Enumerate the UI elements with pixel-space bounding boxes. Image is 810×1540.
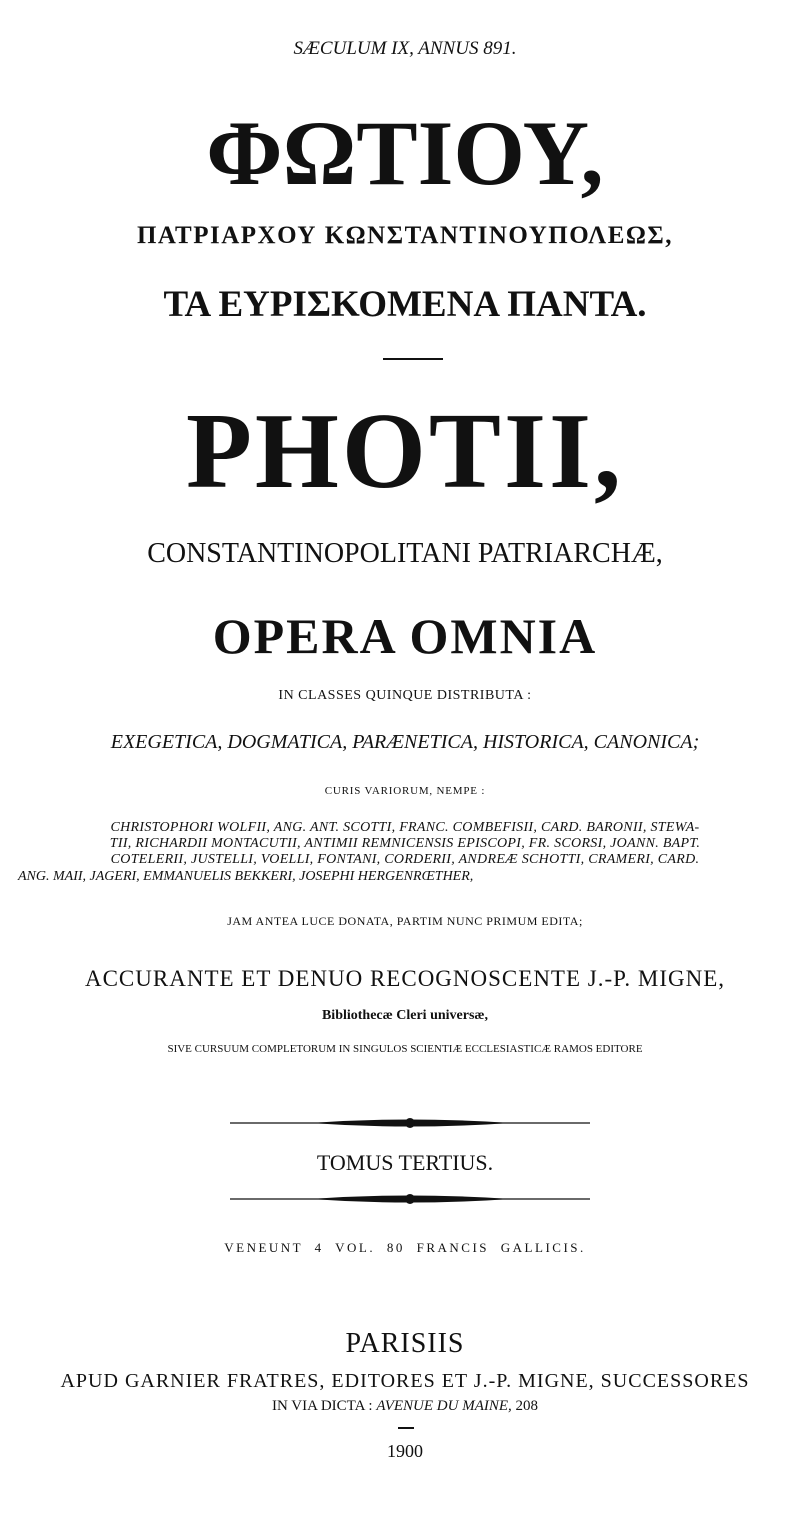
- city: PARISIIS: [345, 1328, 465, 1359]
- ornament-divider-top: [230, 1116, 590, 1130]
- greek-title: ΦΩΤΙΟΥ,: [206, 102, 604, 204]
- year-rule: [398, 1427, 414, 1429]
- divider-rule: [383, 358, 443, 360]
- greek-works: ΤΑ ΕΥΡΙΣΚΟΜΕΝΑ ΠΑΝΤΑ.: [163, 284, 647, 325]
- editors-line-2: TII, RICHARDII MONTACUTII, ANTIMII REMNICENSIS EPISCOPI, FR. SCORSI, JOANN. BAPT.: [109, 836, 701, 851]
- address-street: AVENUE DU MAINE,: [376, 1398, 512, 1414]
- publisher-line: APUD GARNIER FRATRES, EDITORES ET J.-P. MIGNE, SUCCESSORES: [60, 1370, 750, 1392]
- saeculum-line: SÆCULUM IX, ANNUS 891.: [293, 38, 517, 59]
- address-line: [0, 1398, 810, 1415]
- greek-subtitle: ΠΑΤΡΙΑΡΧΟΥ ΚΩΝΣΤΑΝΤΙΝΟΥΠΟΛΕΩΣ,: [136, 222, 674, 249]
- bibliotheca-line: Bibliothecæ Cleri universæ,: [321, 1008, 489, 1023]
- ornament-divider-bottom: [230, 1192, 590, 1206]
- classes-line: IN CLASSES QUINQUE DISTRIBUTA :: [278, 688, 532, 703]
- address-number: 208: [515, 1398, 539, 1414]
- address-prefix: IN VIA DICTA :: [271, 1398, 373, 1414]
- accurante-line: ACCURANTE ET DENUO RECOGNOSCENTE J.-P. MIGNE,: [84, 966, 726, 991]
- veneunt-line: VENEUNT 4 VOL. 80 FRANCIS GALLICIS.: [224, 1240, 586, 1255]
- sive-line: SIVE CURSUUM COMPLETORUM IN SINGULOS SCIENTIÆ ECCLESIASTICÆ RAMOS EDITORE: [167, 1043, 643, 1055]
- latin-subtitle: CONSTANTINOPOLITANI PATRIARCHÆ,: [147, 538, 663, 569]
- tomus-line: TOMUS TERTIUS.: [316, 1150, 494, 1175]
- latin-title: PHOTII,: [185, 392, 625, 511]
- editors-line-4: ANG. MAII, JAGERI, EMMANUELIS BEKKERI, JOSEPHI HERGENRŒTHER,: [18, 869, 474, 884]
- curis-line: CURIS VARIORUM, NEMPE :: [324, 785, 486, 797]
- categories-line: EXEGETICA, DOGMATICA, PARÆNETICA, HISTORICA, CANONICA;: [110, 731, 700, 753]
- jam-antea-line: JAM ANTEA LUCE DONATA, PARTIM NUNC PRIMUM EDITA;: [227, 914, 583, 928]
- editors-line-1: CHRISTOPHORI WOLFII, ANG. ANT. SCOTTI, FRANC. COMBEFISII, CARD. BARONII, STEWA-: [110, 820, 700, 835]
- year: 1900: [387, 1441, 423, 1461]
- opera-omnia: OPERA OMNIA: [212, 608, 598, 664]
- editors-line-3: COTELERII, JUSTELLI, VOELLI, FONTANI, CORDERII, ANDREÆ SCHOTTI, CRAMERI, CARD.: [110, 852, 700, 867]
